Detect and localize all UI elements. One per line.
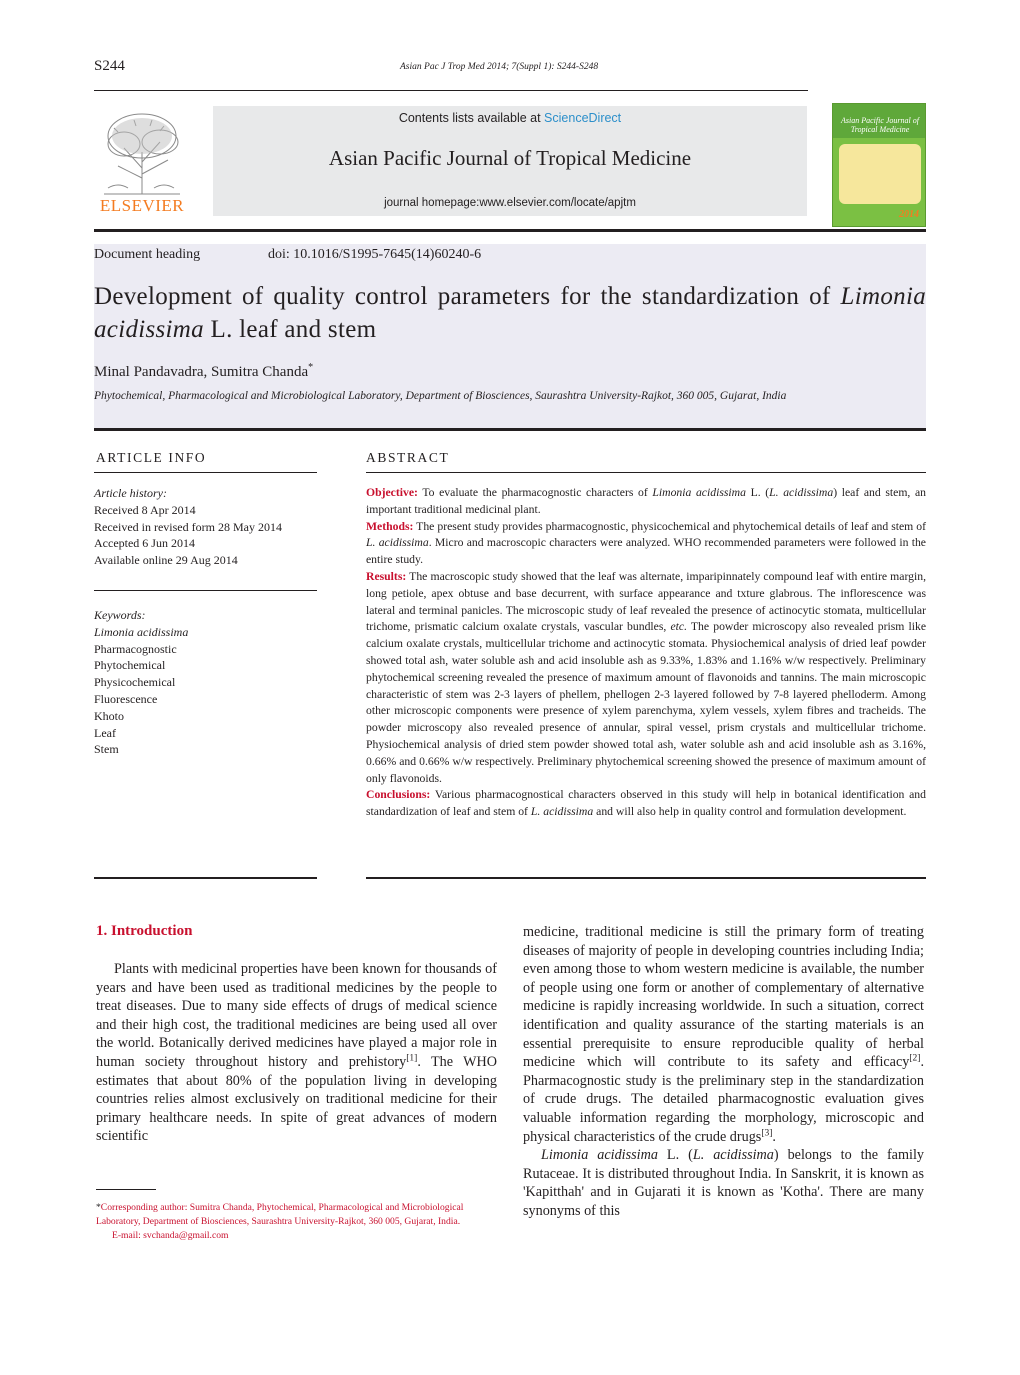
- cover-year: 2014: [899, 209, 919, 220]
- article-info-rule: [94, 472, 317, 473]
- abstract-body: [366, 485, 926, 821]
- abstract-conclusions: [366, 787, 926, 821]
- history-online: Available online 29 Aug 2014: [94, 553, 238, 568]
- journal-homepage-link[interactable]: journal homepage:www.elsevier.com/locate/apjtm: [384, 197, 636, 209]
- objective-species: Limonia acidissima: [652, 486, 746, 499]
- species-name: L. acidissima: [692, 1147, 774, 1164]
- citation-ref[interactable]: [3]: [761, 1127, 773, 1138]
- intro-text-continued: medicine, traditional medicine is still the primary form of treating diseases of majority of people in developing countries including India; even among those to whom western medicine is available, the number of people using one form or another of complementary of alternative medicine is rapidly increasing worldwide. In such a situation, correct identification and quality assurance of the starting materials is an essential prerequisite to ensure reproducible quality of herbal medicine which will contribute to its safety and efficacy: [523, 924, 924, 1071]
- results-text: The macroscopic study showed that the leaf was alternate, imparipinnately compound leaf with entire margin, long petiole, apex obtuse and base decurrent, with surface appearance and txture glabrous. The inflorescence was lateral and terminal panicles. The microscopic study of leaf revealed the presence of actinocytic stomata, multicellular trichome, prismatic calcium oxalate crystals, vascular bundles,: [366, 569, 926, 634]
- objective-text: To evaluate the pharmacognostic characters of: [417, 486, 653, 499]
- intro-paragraph-1: [96, 960, 497, 1146]
- intro-text: .: [772, 1128, 776, 1145]
- journal-name: Asian Pacific Journal of Tropical Medicine: [328, 146, 692, 170]
- intro-paragraph-2: [523, 1146, 924, 1220]
- intro-text: Plants with medicinal properties have been known for thousands of years and have been used as traditional medicines by the people to treat diseases. Due to many side effects of drugs of medical science and their high cost, the traditional medicines are being used all over the world. Botanically derived medicines have played a major role in human society throughout history and prehistory: [96, 961, 497, 1070]
- introduction-heading: 1. Introduction: [96, 923, 193, 939]
- abstract-results: [366, 569, 926, 787]
- species-name: Limonia acidissima: [541, 1147, 658, 1164]
- intro-text: . Pharmacognostic study is the preliminary step in the standardization of crude drugs. The detailed pharmacognostic evaluation gives valuable information regarding the morphology, microscopic and physical characteristics of the crude drugs: [523, 1054, 924, 1145]
- title-species: Limonia acidissima: [94, 283, 926, 343]
- abstract-methods: [366, 519, 926, 569]
- keyword-item: Stem: [94, 742, 119, 757]
- keyword-item: Phytochemical: [94, 658, 166, 673]
- abstract-heading: ABSTRACT: [366, 450, 450, 465]
- history-accepted: Accepted 6 Jun 2014: [94, 536, 195, 551]
- conclusions-species: L. acidissima: [530, 805, 594, 819]
- conclusions-label: Conclusions:: [366, 788, 431, 802]
- body-column-left: [96, 960, 497, 1146]
- methods-text: The present study provides pharmacognostic, physicochemical and phytochemical details of leaf and stem of: [413, 519, 926, 533]
- title-block: [94, 244, 926, 430]
- keywords-heading: Keywords:: [94, 608, 146, 622]
- article-info-bottom-rule: [94, 877, 317, 879]
- citation-ref[interactable]: [2]: [909, 1053, 921, 1064]
- running-head: Asian Pac J Trop Med 2014; 7(Suppl 1): S244-S248: [400, 62, 599, 72]
- page-number: S244: [94, 58, 125, 74]
- footnote-mark: *: [96, 1202, 101, 1213]
- article-info-heading: ARTICLE INFO: [96, 450, 207, 465]
- doi[interactable]: doi: 10.1016/S1995-7645(14)60240-6: [268, 247, 482, 262]
- intro-text: ) belongs to the family Rutaceae. It is distributed throughout India. In Sanskrit, it is known as 'Kapitthah' and in Gujarati it is known as 'Kotha'. There are many synonyms of this: [523, 1147, 924, 1219]
- keywords: [94, 607, 188, 758]
- contents-prefix: Contents lists available at: [398, 111, 545, 125]
- authors: [94, 362, 313, 381]
- results-etc: etc.: [670, 620, 687, 634]
- corresponding-author-mark: *: [308, 362, 314, 373]
- abstract-bottom-rule: [366, 877, 926, 879]
- methods-text: . Micro and macroscopic characters were analyzed. WHO recommended parameters were followed in the entire study.: [366, 536, 926, 567]
- keyword-item: Khoto: [94, 708, 124, 723]
- history-revised: Received in revised form 28 May 2014: [94, 519, 282, 534]
- intro-text: L. (: [657, 1147, 693, 1164]
- abstract-objective: [366, 485, 926, 519]
- document-heading: Document heading: [94, 247, 201, 262]
- keyword-item: Pharmacognostic: [94, 641, 177, 656]
- conclusions-text: Various pharmacognostical characters observed in this study will help in botanical identification and standardization of leaf and stem of: [366, 788, 926, 819]
- article-title: [94, 280, 926, 346]
- header-divider: [94, 90, 808, 91]
- title-part-1: Development of quality control parameters for the standardization of: [94, 283, 841, 310]
- abstract-rule: [366, 472, 926, 473]
- footnote-rule: [96, 1189, 156, 1190]
- objective-label: Objective:: [366, 486, 418, 499]
- keyword-item: Fluorescence: [94, 691, 158, 706]
- conclusions-text: and will also help in quality control and formulation development.: [593, 805, 907, 819]
- journal-banner: [213, 106, 807, 216]
- sciencedirect-link[interactable]: ScienceDirect: [544, 111, 622, 125]
- footnote-email[interactable]: E-mail: svchanda@gmail.com: [112, 1230, 229, 1242]
- results-label: Results:: [366, 569, 407, 583]
- author-names: Minal Pandavadra, Sumitra Chanda: [94, 364, 309, 380]
- results-text: The powder microscopy also revealed prism like calcium oxalate crystals, multicellular trichome and actinocytic stomata. Physiochemical analysis of dried leaf powder showed total ash, water soluble ash and acid insoluble ash as 9.33%, 1.83% and 1.16% w/w respectively. Preliminary phytochemical screening revealed the presence of maximum amount of flavonoids and tannins. The main microscopic characteristic of stem was 2-3 layers of phellem, phellogen 2-3 layered followed by 7-8 layered phelloderm. Among other microscopic components were presence of xylem parenchyma, xylem vessels, xylem fibres and tracheids. The powder microscopy also revealed presence of annular, spiral vessel, prism crystals and multicellular trichome. Physiochemical analysis of dried stem powder showed total ash, water soluble ash and acid insoluble ash as 3.16%, 0.66% and 0.66% w/w respectively. Preliminary phytochemical screening showed the presence of maximum amount of only flavonoids.: [366, 620, 927, 785]
- article-history: [94, 485, 282, 569]
- keyword-item: Leaf: [94, 725, 116, 740]
- contents-line: [213, 111, 807, 125]
- keyword-item: Physicochemical: [94, 675, 176, 690]
- banner-divider: [94, 229, 926, 232]
- cover-world-map: [839, 144, 921, 204]
- methods-label: Methods:: [366, 519, 414, 533]
- history-heading: Article history:: [94, 486, 167, 500]
- footnote-text: Corresponding author: Sumitra Chanda, Phytochemical, Pharmacological and Microbiological Laboratory, Department of Biosciences, Saurashtra University-Rajkot, 360 005, Gujarat, India.: [96, 1202, 464, 1228]
- title-divider: [94, 428, 926, 431]
- keyword-item: Limonia acidissima: [94, 624, 189, 639]
- article-info-separator: [94, 590, 317, 591]
- objective-text: ) leaf and stem, an important traditional medicinal plant.: [366, 486, 927, 516]
- body-column-right: [523, 923, 924, 1221]
- publisher-name: ELSEVIER: [99, 196, 185, 215]
- methods-species: L. acidissima: [366, 536, 429, 550]
- affiliation: Phytochemical, Pharmacological and Microbiological Laboratory, Department of Biosciences, Saurashtra University-Rajkot, 360 005, Gujarat, India: [94, 390, 787, 402]
- citation-ref[interactable]: [1]: [406, 1053, 418, 1064]
- journal-cover-image: [832, 103, 926, 227]
- corresponding-author-footnote: [96, 1201, 497, 1244]
- title-part-2: L. leaf and stem: [203, 316, 377, 343]
- intro-paragraph-1-continued: [523, 923, 924, 1146]
- objective-text: L. (: [745, 486, 770, 499]
- intro-text: . The WHO estimates that about 80% of the population living in developing countries relies almost exclusively on traditional medicine for their primary healthcare needs. In spite of great advances of modern scientific: [96, 1053, 497, 1145]
- objective-species: L. acidissima: [769, 486, 834, 499]
- cover-title: Asian Pacific Journal of Tropical Medicine: [841, 116, 919, 134]
- history-received: Received 8 Apr 2014: [94, 502, 196, 517]
